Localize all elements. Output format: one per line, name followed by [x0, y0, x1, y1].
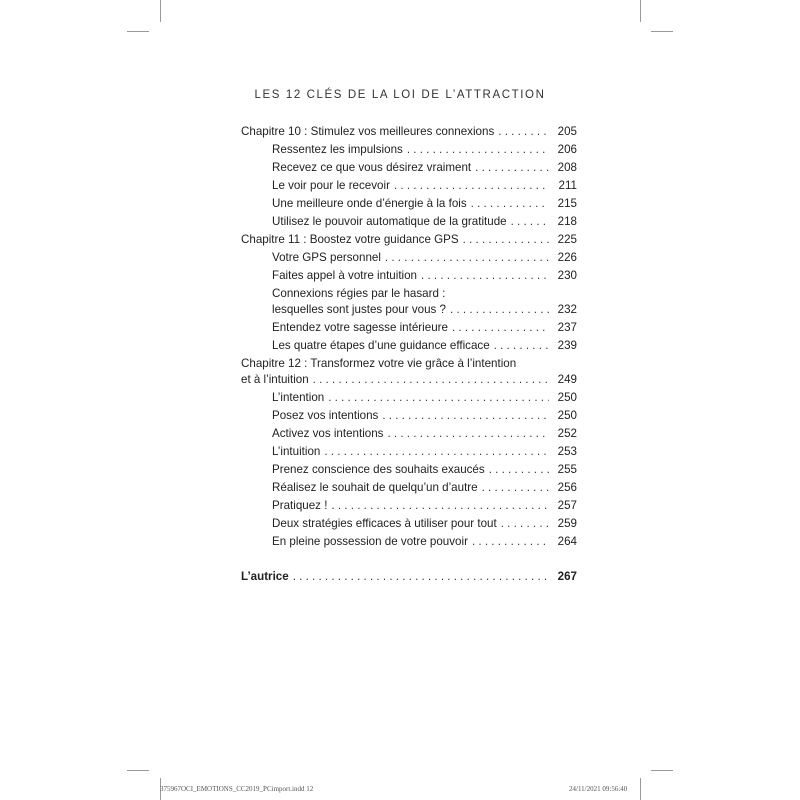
- toc-entry-title: Pratiquez !: [272, 499, 328, 512]
- toc-entry-multiline-second: [241, 301, 577, 319]
- toc-entry-title: Entendez votre sagesse intérieure: [272, 321, 448, 334]
- toc-entry: [241, 425, 577, 443]
- dot-leader: [471, 195, 549, 213]
- toc-entry-title: Recevez ce que vous désirez vraiment: [272, 161, 472, 174]
- toc-entry: [241, 443, 577, 461]
- crop-mark-left-bottom: [127, 770, 149, 771]
- toc-entry: [241, 533, 577, 551]
- dot-leader: [498, 123, 549, 141]
- dot-leader: [450, 301, 549, 319]
- toc-entry-page: 253: [557, 445, 577, 458]
- toc-entry-page: 250: [557, 391, 577, 404]
- toc-entry-page: 230: [557, 269, 577, 282]
- toc-entry: [241, 177, 577, 195]
- toc-entry-title: Posez vos intentions: [272, 409, 379, 422]
- crop-mark-top-left: [160, 0, 161, 22]
- dot-leader: [463, 231, 549, 249]
- toc-entry: [241, 515, 577, 533]
- dot-leader: [475, 159, 549, 177]
- toc-entry-chapter-12-first: [241, 355, 577, 371]
- toc-entry: [241, 249, 577, 267]
- toc-entry-title-line2: et à l’intuition: [241, 373, 309, 386]
- toc-entry-page: 232: [557, 303, 577, 316]
- toc-entry-page: 205: [557, 125, 577, 138]
- toc-entry-title: Une meilleure onde d’énergie à la fois: [272, 197, 467, 210]
- toc-entry: [241, 319, 577, 337]
- toc-entry: [241, 195, 577, 213]
- toc-entry-chapter-10: [241, 123, 577, 141]
- toc-entry-chapter-11: [241, 231, 577, 249]
- toc-entry-title: Le voir pour le recevoir: [272, 179, 390, 192]
- dot-leader: [452, 319, 549, 337]
- toc-entry-page: 250: [557, 409, 577, 422]
- toc-entry-page: 256: [557, 481, 577, 494]
- toc-entry-title: L’autrice: [241, 570, 289, 583]
- print-slug-timestamp: 24/11/2021 09:56:40: [569, 785, 628, 793]
- toc-entry-page: 226: [557, 251, 577, 264]
- toc-entry: [241, 213, 577, 231]
- crop-mark-left-top: [127, 31, 149, 32]
- dot-leader: [324, 443, 549, 461]
- toc-entry-title: Votre GPS personnel: [272, 251, 381, 264]
- toc-entry-page: 225: [557, 233, 577, 246]
- toc-entry-title: Activez vos intentions: [272, 427, 384, 440]
- toc-entry-page: 211: [558, 179, 577, 192]
- toc-entry-title: Prenez conscience des souhaits exaucés: [272, 463, 485, 476]
- toc-entry-title: En pleine possession de votre pouvoir: [272, 535, 468, 548]
- toc-entry: [241, 159, 577, 177]
- toc-entry: [241, 407, 577, 425]
- toc-entry-page: 215: [557, 197, 577, 210]
- toc-entry-title: L’intuition: [272, 445, 321, 458]
- toc-entry-title: Réalisez le souhait de quelqu’un d’autre: [272, 481, 478, 494]
- toc-entry-page: 257: [557, 499, 577, 512]
- dot-leader: [387, 425, 549, 443]
- toc-entry-page: 218: [557, 215, 577, 228]
- toc-entry-title-line1: Chapitre 12 : Transformez votre vie grâce à l’intention: [241, 357, 517, 370]
- dot-leader: [501, 515, 549, 533]
- dot-leader: [313, 371, 549, 389]
- toc-entry-page: 237: [557, 321, 577, 334]
- toc-entry-page: 264: [557, 535, 577, 548]
- toc-entry-page: 255: [557, 463, 577, 476]
- toc-entry: [241, 461, 577, 479]
- toc-entry-multiline-first: [241, 285, 577, 301]
- toc-entry-page: 249: [557, 373, 577, 386]
- crop-mark-bottom-right: [640, 778, 641, 800]
- dot-leader: [394, 177, 549, 195]
- toc-entry-title: L’intention: [272, 391, 325, 404]
- dot-leader: [511, 213, 549, 231]
- toc-entry-title: Les quatre étapes d’une guidance efficace: [272, 339, 490, 352]
- toc-entry: [241, 479, 577, 497]
- toc-entry-chapter-12-second: [241, 371, 577, 389]
- toc-entry-page: 259: [557, 517, 577, 530]
- toc-entry: [241, 337, 577, 355]
- toc-entry: [241, 389, 577, 407]
- toc-entry-title: Deux stratégies efficaces à utiliser pour tout: [272, 517, 497, 530]
- crop-mark-right-bottom: [651, 770, 673, 771]
- toc-entry: [241, 141, 577, 159]
- toc-entry-title: Chapitre 10 : Stimulez vos meilleures connexions: [241, 125, 495, 138]
- toc-entry-page: 252: [557, 427, 577, 440]
- toc-entry-page: 267: [557, 570, 577, 583]
- toc-entry-page: 208: [557, 161, 577, 174]
- toc-entry-title: Faites appel à votre intuition: [272, 269, 418, 282]
- toc-entry: [241, 267, 577, 285]
- dot-leader: [421, 267, 549, 285]
- toc-entry-page: 206: [557, 143, 577, 156]
- toc-entry-title: Utilisez le pouvoir automatique de la gratitude: [272, 215, 507, 228]
- toc-entry: [241, 497, 577, 515]
- toc-entry-title: Ressentez les impulsions: [272, 143, 403, 156]
- dot-leader: [494, 337, 549, 355]
- toc-entry-title: Chapitre 11 : Boostez votre guidance GPS: [241, 233, 459, 246]
- dot-leader: [482, 479, 549, 497]
- dot-leader: [382, 407, 549, 425]
- dot-leader: [472, 533, 549, 551]
- print-slug-filename: 375967OCI_EMOTIONS_CC2019_PCimport.indd 12: [160, 785, 314, 793]
- dot-leader: [293, 568, 549, 586]
- dot-leader: [328, 389, 549, 407]
- table-of-contents: [241, 123, 577, 586]
- running-head: LES 12 CLÉS DE LA LOI DE L’ATTRACTION: [254, 89, 546, 101]
- toc-entry-author: [241, 568, 577, 586]
- dot-leader: [407, 141, 549, 159]
- dot-leader: [385, 249, 549, 267]
- dot-leader: [331, 497, 549, 515]
- crop-mark-right-top: [651, 31, 673, 32]
- crop-mark-top-right: [640, 0, 641, 22]
- toc-entry-title-line2: lesquelles sont justes pour vous ?: [272, 303, 447, 316]
- toc-entry-title-line1: Connexions régies par le hasard :: [272, 287, 446, 300]
- dot-leader: [489, 461, 549, 479]
- toc-entry-page: 239: [557, 339, 577, 352]
